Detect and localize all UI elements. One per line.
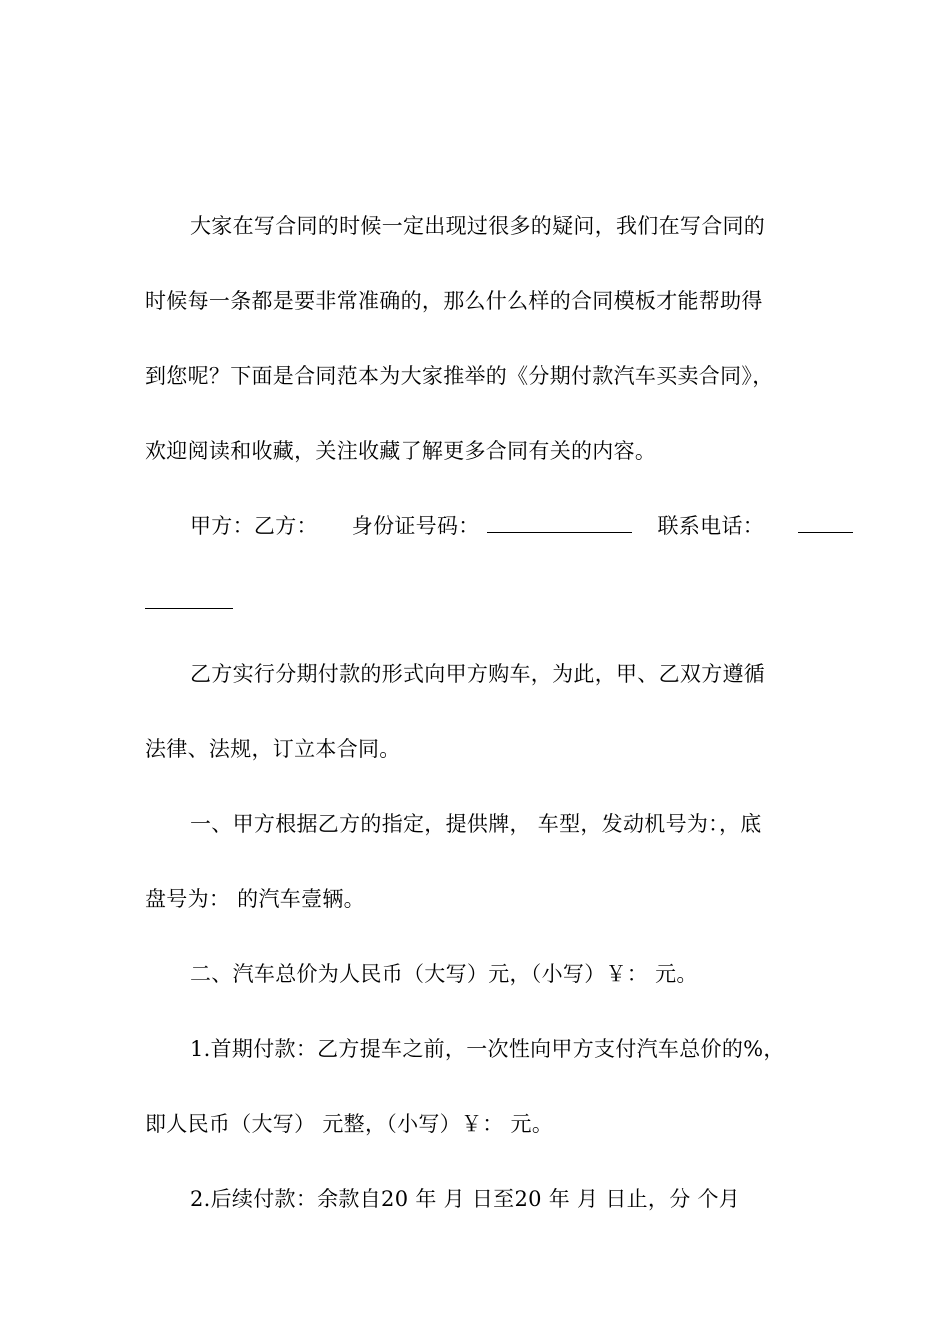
phone-blank-continued: [145, 608, 233, 609]
parties-line: [190, 512, 830, 540]
intro-line-4: 欢迎阅读和收藏，关注收藏了解更多合同有关的内容。: [145, 439, 657, 463]
phone-label: 联系电话：: [657, 514, 765, 538]
id-number-blank: [487, 512, 632, 533]
intro-line-1: 大家在写合同的时候一定出现过很多的疑问，我们在写合同的: [190, 214, 766, 238]
phone-blank: [798, 512, 853, 533]
intro-line-3: 到您呢？下面是合同范本为大家推举的《分期付款汽车买卖合同》，: [145, 364, 774, 388]
clause-2-2-line-1: 2.后续付款：余款自20 年 月 日至20 年 月 日止，分 个月: [190, 1187, 741, 1211]
intro-line-2: 时候每一条都是要非常准确的，那么什么样的合同模板才能帮助得: [145, 289, 763, 313]
clause-intro-line-2: 法律、法规，订立本合同。: [145, 737, 401, 761]
party-a-b-label: 甲方：乙方：: [190, 514, 318, 538]
clause-2-1-line-2: 即人民币（大写） 元整，（小写）￥： 元。: [145, 1112, 554, 1136]
clause-2-1-line-1: 1.首期付款：乙方提车之前，一次性向甲方支付汽车总价的%，: [190, 1037, 785, 1061]
id-number-label: 身份证号码：: [351, 514, 480, 538]
clause-intro-line-1: 乙方实行分期付款的形式向甲方购车，为此，甲、乙双方遵循: [190, 662, 766, 686]
clause-1-line-1: 一、甲方根据乙方的指定，提供牌， 车型，发动机号为：，底: [190, 812, 762, 836]
clause-1-line-2: 盘号为： 的汽车壹辆。: [145, 887, 365, 911]
clause-2-line: 二、汽车总价为人民币（大写）元，（小写）￥： 元。: [190, 962, 698, 986]
